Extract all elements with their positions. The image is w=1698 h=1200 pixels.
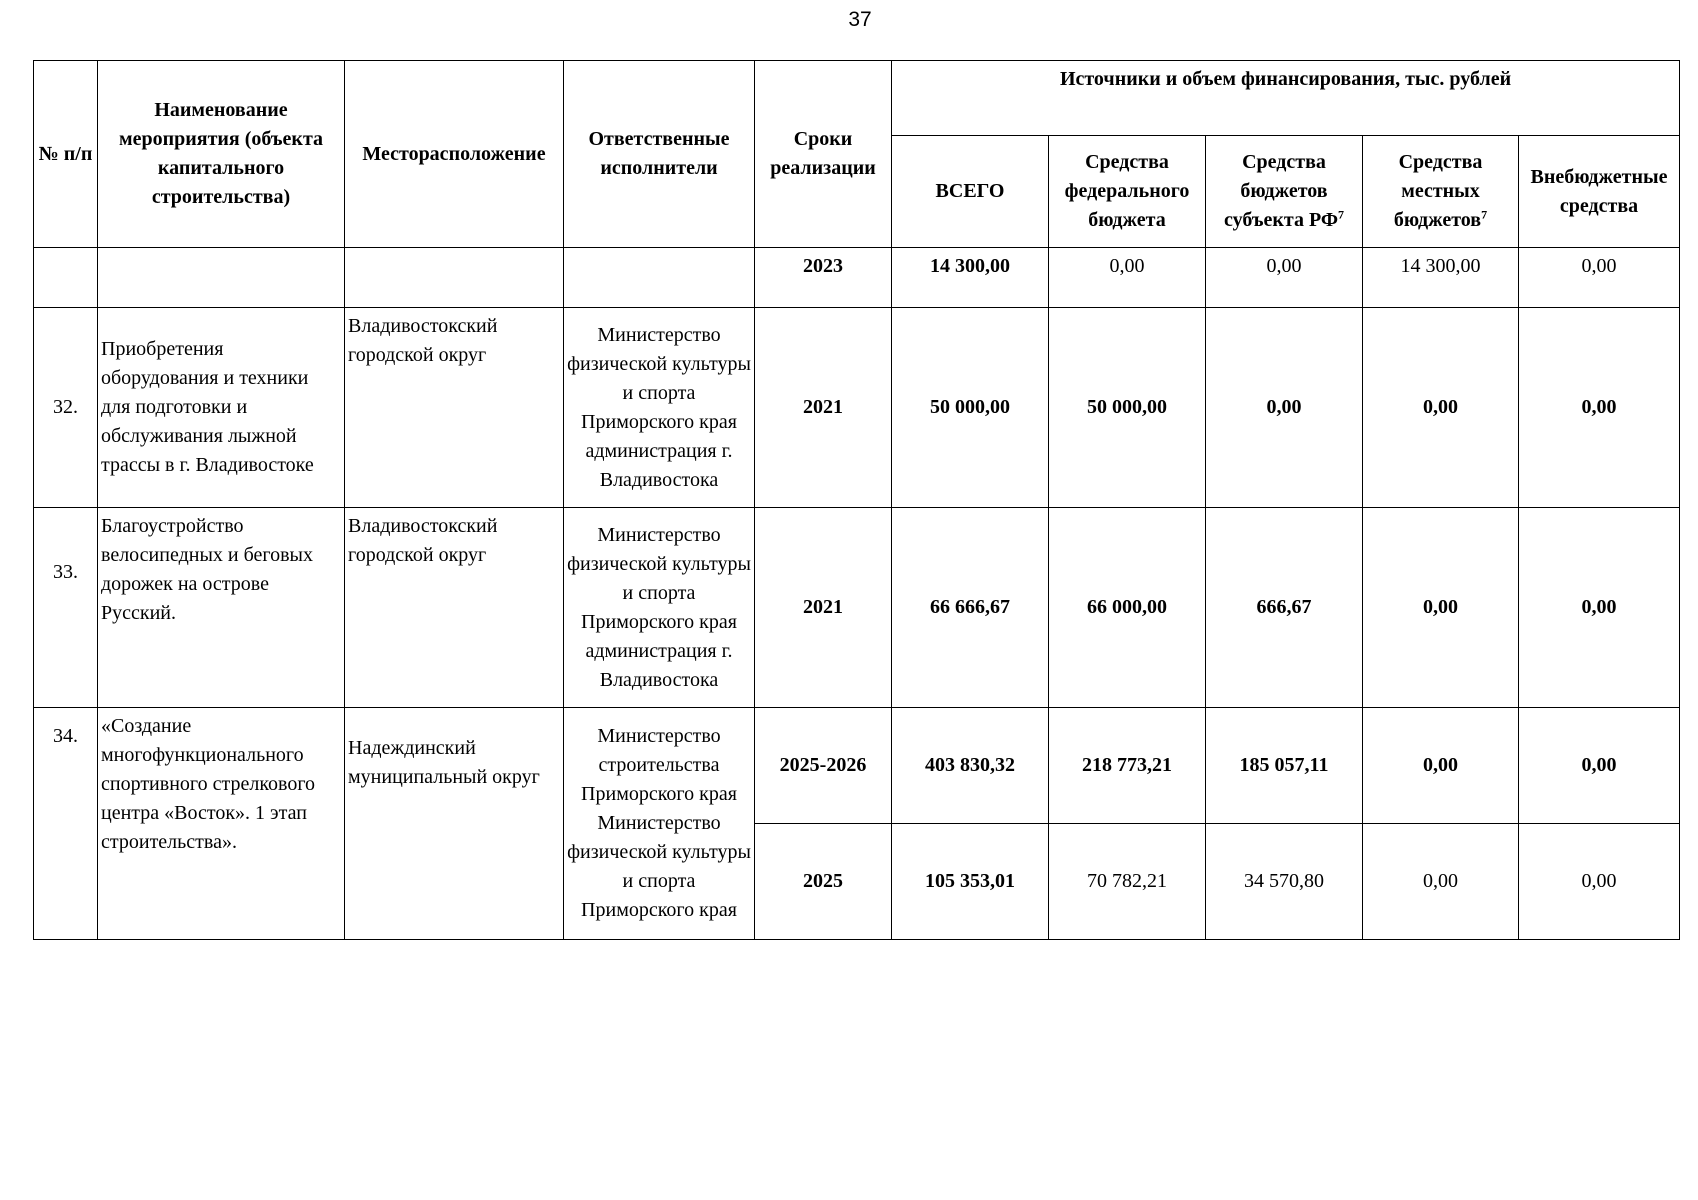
cell-extra: 0,00 xyxy=(1519,248,1680,308)
cell-num xyxy=(34,248,98,308)
cell-total: 66 666,67 xyxy=(892,508,1049,708)
cell-federal: 218 773,21 xyxy=(1049,708,1206,824)
cell-total: 50 000,00 xyxy=(892,308,1049,508)
header-extra: Внебюджетные средства xyxy=(1519,136,1680,248)
header-total: ВСЕГО xyxy=(892,136,1049,248)
cell-location: Владивостокский городской округ xyxy=(345,308,564,508)
table-row xyxy=(34,308,1680,508)
cell-federal: 66 000,00 xyxy=(1049,508,1206,708)
cell-total: 105 353,01 xyxy=(892,824,1049,940)
cell-location xyxy=(345,248,564,308)
table-row xyxy=(34,508,1680,708)
cell-executors: Министерство строительства Приморского края Министерство физической культуры и спорта Приморского края xyxy=(564,708,755,940)
cell-federal: 50 000,00 xyxy=(1049,308,1206,508)
cell-num: 33. xyxy=(34,508,98,708)
cell-name: «Создание многофункционального спортивного стрелкового центра «Восток». 1 этап строительства». xyxy=(98,708,345,940)
cell-regional: 34 570,80 xyxy=(1206,824,1363,940)
cell-year: 2021 xyxy=(755,308,892,508)
header-num: № п/п xyxy=(34,61,98,248)
cell-num: 34. xyxy=(34,708,98,940)
cell-regional: 185 057,11 xyxy=(1206,708,1363,824)
cell-regional: 0,00 xyxy=(1206,248,1363,308)
header-regional xyxy=(1206,136,1363,248)
cell-local: 0,00 xyxy=(1363,508,1519,708)
header-executors: Ответственные исполнители xyxy=(564,61,755,248)
cell-total: 403 830,32 xyxy=(892,708,1049,824)
cell-year: 2025-2026 xyxy=(755,708,892,824)
cell-local: 0,00 xyxy=(1363,708,1519,824)
cell-extra: 0,00 xyxy=(1519,708,1680,824)
table-row xyxy=(34,248,1680,308)
cell-extra: 0,00 xyxy=(1519,308,1680,508)
cell-regional: 666,67 xyxy=(1206,508,1363,708)
cell-name: Благоустройство велосипедных и беговых дорожек на острове Русский. xyxy=(98,508,345,708)
cell-name xyxy=(98,248,345,308)
header-local xyxy=(1363,136,1519,248)
cell-federal: 70 782,21 xyxy=(1049,824,1206,940)
cell-federal: 0,00 xyxy=(1049,248,1206,308)
header-location: Месторасположение xyxy=(345,61,564,248)
cell-extra: 0,00 xyxy=(1519,824,1680,940)
cell-extra: 0,00 xyxy=(1519,508,1680,708)
header-federal: Средства федерального бюджета xyxy=(1049,136,1206,248)
cell-year: 2025 xyxy=(755,824,892,940)
cell-executors xyxy=(564,248,755,308)
cell-regional: 0,00 xyxy=(1206,308,1363,508)
cell-num: 32. xyxy=(34,308,98,508)
cell-name: Приобретения оборудования и техники для подготовки и обслуживания лыжной трассы в г. Владивостоке xyxy=(98,308,345,508)
footnote-mark: 7 xyxy=(1338,207,1345,222)
cell-location: Владивостокский городской округ xyxy=(345,508,564,708)
page-number: 37 xyxy=(848,8,872,31)
cell-year: 2023 xyxy=(755,248,892,308)
cell-local: 0,00 xyxy=(1363,308,1519,508)
header-regional-text: Средства бюджетов субъекта РФ xyxy=(1223,151,1339,231)
cell-executors: Министерство физической культуры и спорта Приморского края администрация г. Владивостока xyxy=(564,508,755,708)
cell-total: 14 300,00 xyxy=(892,248,1049,308)
cell-local: 14 300,00 xyxy=(1363,248,1519,308)
header-local-text: Средства местных бюджетов xyxy=(1393,151,1483,231)
footnote-mark: 7 xyxy=(1481,207,1488,222)
header-name: Наименование мероприятия (объекта капитального строительства) xyxy=(98,61,345,248)
table-row xyxy=(34,708,1680,824)
cell-local: 0,00 xyxy=(1363,824,1519,940)
financing-table xyxy=(33,60,1680,940)
cell-year: 2021 xyxy=(755,508,892,708)
cell-location: Надеждинский муниципальный округ xyxy=(345,708,564,940)
header-terms: Сроки реализации xyxy=(755,61,892,248)
cell-executors: Министерство физической культуры и спорта Приморского края администрация г. Владивостока xyxy=(564,308,755,508)
header-sources: Источники и объем финансирования, тыс. рублей xyxy=(892,61,1680,136)
